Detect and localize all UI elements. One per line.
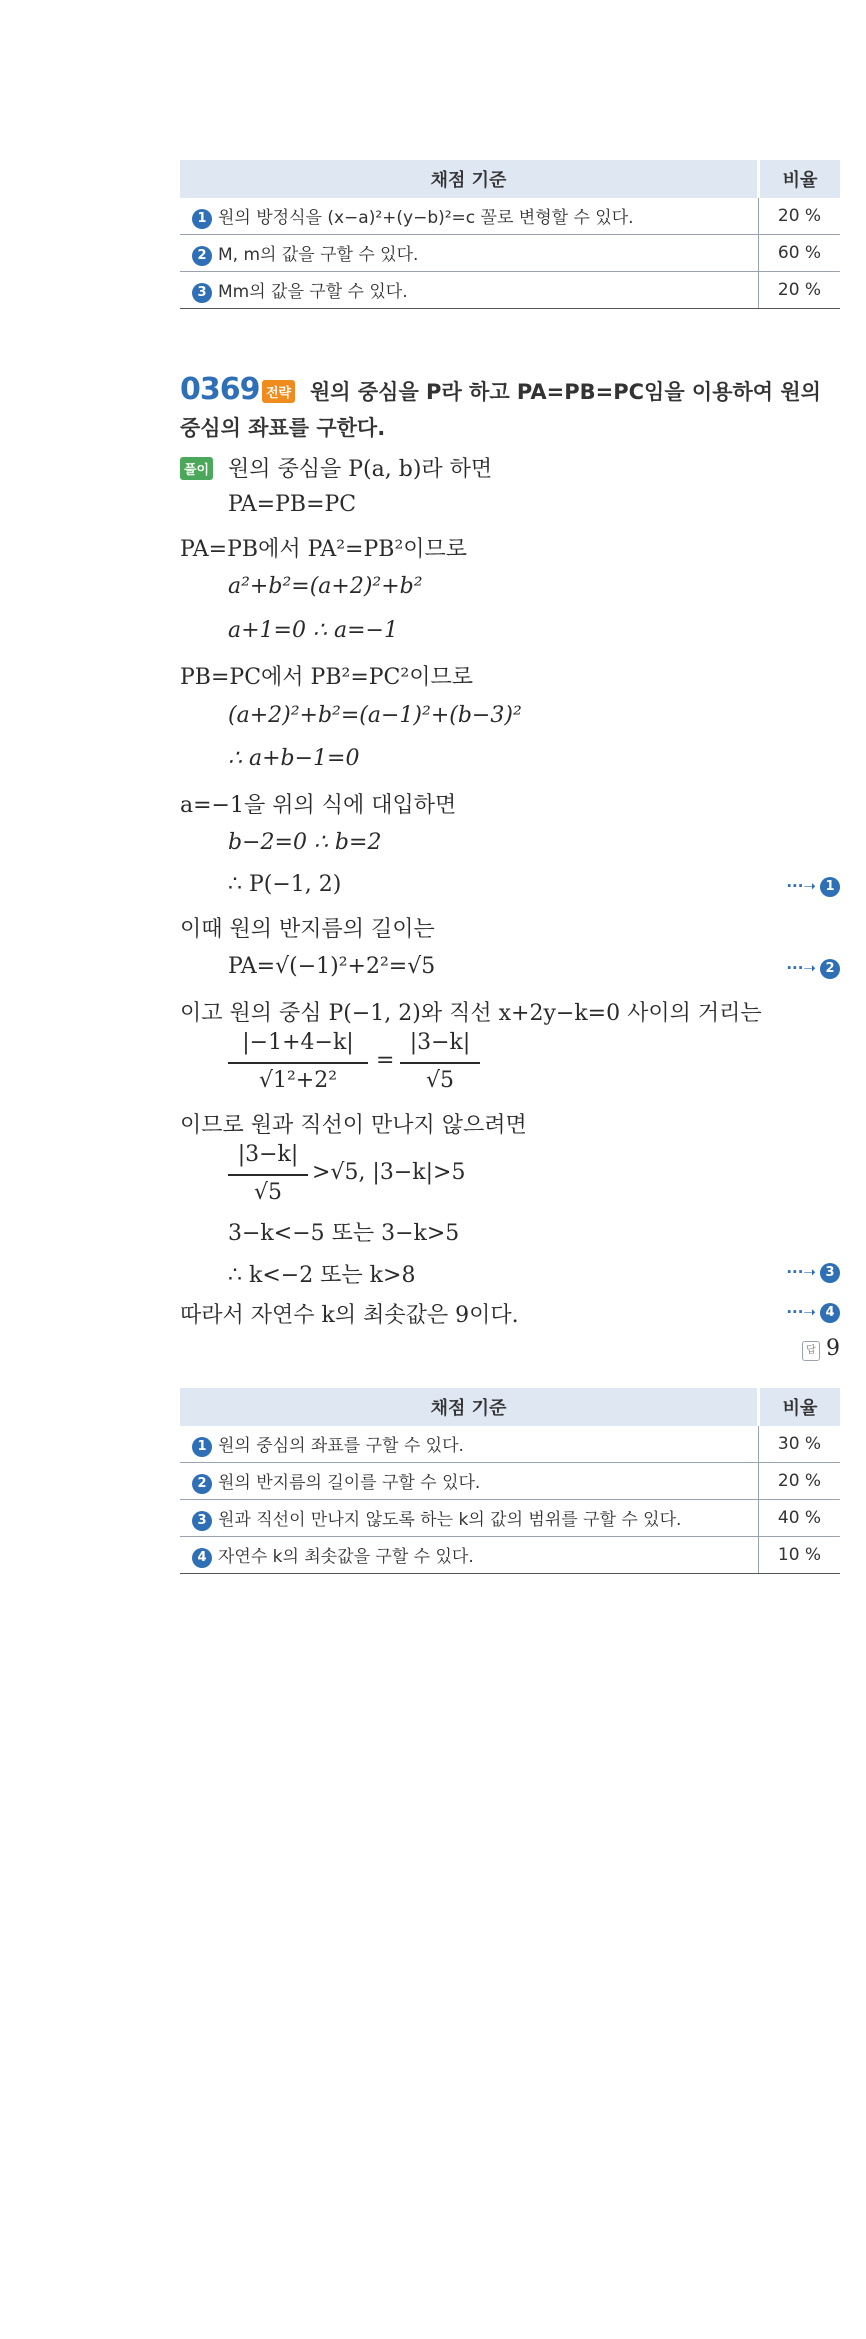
fraction-bar bbox=[228, 1062, 368, 1064]
step-3-icon: 3 bbox=[192, 283, 212, 303]
solution-tag: 풀이 bbox=[180, 457, 213, 480]
strategy-text: 원의 중심을 P라 하고 PA=PB=PC임을 이용하여 원의 bbox=[310, 380, 821, 404]
solution-line: 이때 원의 반지름의 길이는 bbox=[180, 917, 435, 942]
table-row bbox=[180, 1463, 840, 1500]
solution-line: PA=PB=PC bbox=[228, 492, 357, 517]
table-row bbox=[180, 235, 840, 272]
solution-line: PA=√(−1)²+2²=√5 bbox=[228, 954, 436, 979]
criteria-text: 원과 직선이 만나지 않도록 하는 k의 값의 범위를 구할 수 있다. bbox=[218, 1510, 682, 1530]
solution-line: a+1=0 ∴ a=−1 bbox=[228, 618, 398, 643]
grading-table-1 bbox=[180, 160, 840, 309]
equals-sign: = bbox=[376, 1048, 395, 1073]
ratio-value: 10 % bbox=[759, 1537, 841, 1574]
table-row bbox=[180, 1537, 840, 1574]
solution-line: a=−1을 위의 식에 대입하면 bbox=[180, 793, 457, 818]
fraction-denominator: √5 bbox=[253, 1180, 282, 1205]
solution-line: ∴ k<−2 또는 k>8 bbox=[228, 1263, 416, 1288]
solution-line: (a+2)²+b²=(a−1)²+(b−3)² bbox=[228, 703, 522, 728]
ratio-header: 비율 bbox=[759, 160, 841, 198]
criteria-text: 원의 반지름의 길이를 구할 수 있다. bbox=[218, 1473, 481, 1493]
answer bbox=[802, 1336, 840, 1361]
criteria-text: M, m의 값을 구할 수 있다. bbox=[218, 245, 419, 265]
criteria-text: 자연수 k의 최솟값을 구할 수 있다. bbox=[218, 1547, 474, 1567]
criteria-header: 채점 기준 bbox=[180, 160, 759, 198]
ratio-value: 40 % bbox=[759, 1500, 841, 1537]
step-2-icon: 2 bbox=[192, 246, 212, 266]
ratio-value: 30 % bbox=[759, 1426, 841, 1463]
table-row bbox=[180, 198, 840, 235]
step-2-icon: 2 bbox=[192, 1474, 212, 1494]
ratio-value: 20 % bbox=[759, 198, 841, 235]
solution-line: 이고 원의 중심 P(−1, 2)와 직선 x+2y−k=0 사이의 거리는 bbox=[180, 1001, 762, 1026]
step-marker-3: ···➝ 3 bbox=[786, 1263, 840, 1283]
step-1-icon: 1 bbox=[192, 1437, 212, 1457]
strategy-tag: 전략 bbox=[262, 380, 295, 403]
step-1-icon: 1 bbox=[192, 209, 212, 229]
solution-line: 원의 중심을 P(a, b)라 하면 bbox=[228, 457, 493, 482]
table-row bbox=[180, 272, 840, 309]
solution-line: >√5, |3−k|>5 bbox=[312, 1160, 466, 1185]
criteria-text: 원의 방정식을 (x−a)²+(y−b)²=c 꼴로 변형할 수 있다. bbox=[218, 208, 634, 228]
step-4-icon: 4 bbox=[820, 1303, 840, 1323]
fraction-numerator: |3−k| bbox=[237, 1142, 299, 1167]
step-marker-2: ···➝ 2 bbox=[786, 959, 840, 979]
answer-icon: 답 bbox=[802, 1341, 820, 1361]
solution-line: 따라서 자연수 k의 최솟값은 9이다. bbox=[180, 1303, 519, 1328]
fraction-bar bbox=[228, 1174, 308, 1176]
ratio-value: 20 % bbox=[759, 272, 841, 309]
step-3-icon: 3 bbox=[820, 1263, 840, 1283]
fraction-numerator: |−1+4−k| bbox=[242, 1030, 354, 1055]
fraction-bar bbox=[400, 1062, 480, 1064]
strategy-text-cont: 중심의 좌표를 구한다. bbox=[180, 416, 386, 440]
solution-line: ∴ a+b−1=0 bbox=[228, 746, 360, 771]
step-3-icon: 3 bbox=[192, 1511, 212, 1531]
ratio-value: 60 % bbox=[759, 235, 841, 272]
ratio-header: 비율 bbox=[759, 1388, 841, 1426]
solution-line: PA=PB에서 PA²=PB²이므로 bbox=[180, 537, 468, 562]
table-row bbox=[180, 1426, 840, 1463]
solution-line: 3−k<−5 또는 3−k>5 bbox=[228, 1221, 460, 1246]
fraction-denominator: √1²+2² bbox=[258, 1068, 338, 1093]
solution-line: ∴ P(−1, 2) bbox=[228, 872, 342, 897]
criteria-header: 채점 기준 bbox=[180, 1388, 759, 1426]
step-2-icon: 2 bbox=[820, 959, 840, 979]
step-marker-1: ···➝ 1 bbox=[786, 877, 840, 897]
ratio-value: 20 % bbox=[759, 1463, 841, 1500]
solution-line: 이므로 원과 직선이 만나지 않으려면 bbox=[180, 1113, 527, 1138]
fraction-numerator: |3−k| bbox=[409, 1030, 471, 1055]
solution-line: b−2=0 ∴ b=2 bbox=[228, 830, 382, 855]
answer-value: 9 bbox=[826, 1336, 840, 1361]
solution-line: a²+b²=(a+2)²+b² bbox=[228, 574, 423, 599]
criteria-text: Mm의 값을 구할 수 있다. bbox=[218, 282, 408, 302]
fraction-denominator: √5 bbox=[425, 1068, 454, 1093]
step-4-icon: 4 bbox=[192, 1548, 212, 1568]
solution-line: PB=PC에서 PB²=PC²이므로 bbox=[180, 665, 473, 690]
grading-table-2 bbox=[180, 1388, 840, 1574]
criteria-text: 원의 중심의 좌표를 구할 수 있다. bbox=[218, 1436, 464, 1456]
step-1-icon: 1 bbox=[820, 877, 840, 897]
problem-number: 0369 bbox=[180, 372, 260, 407]
step-marker-4: ···➝ 4 bbox=[786, 1303, 840, 1323]
table-row bbox=[180, 1500, 840, 1537]
